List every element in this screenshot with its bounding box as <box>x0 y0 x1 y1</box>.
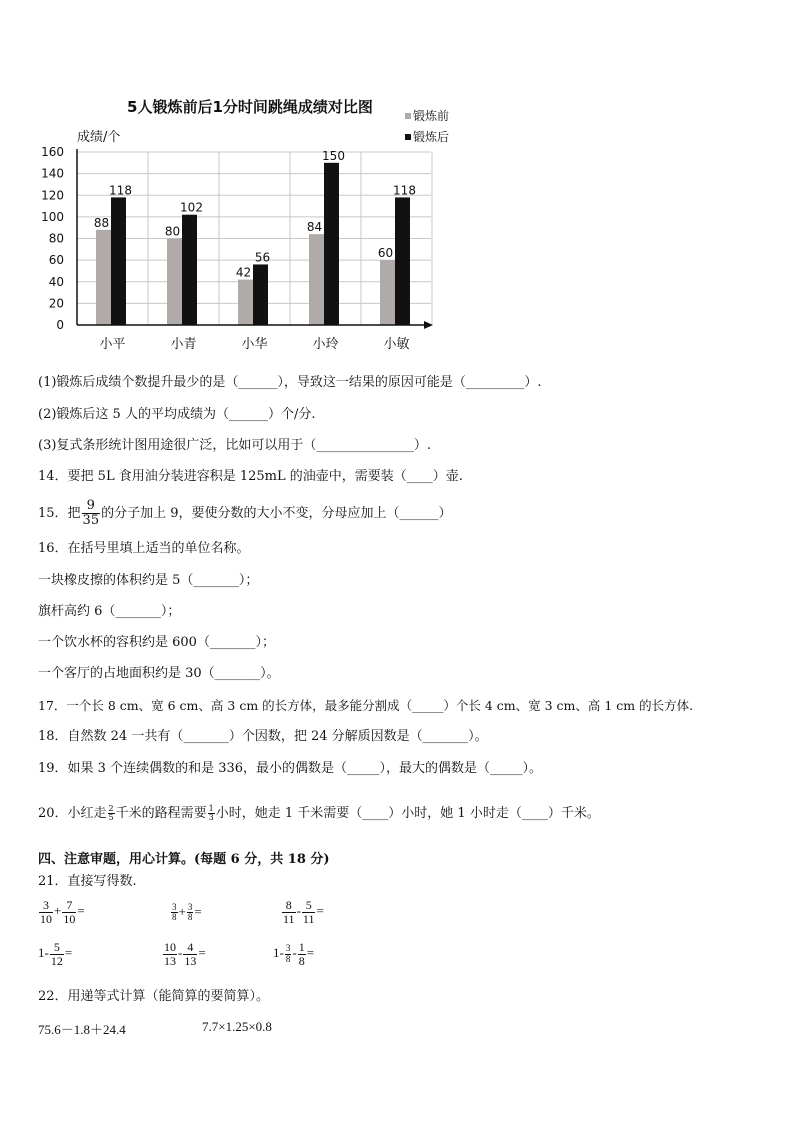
bar-value-label: 60 <box>377 246 394 261</box>
fraction-denominator: 35 <box>82 513 100 528</box>
question-15-suffix: 的分子加上 9，要使分数的大小不变，分母应加上（______） <box>101 506 452 521</box>
fraction-denominator: 10 <box>63 911 76 926</box>
equals-sign: = <box>306 945 315 961</box>
fraction-denominator: 13 <box>184 953 197 968</box>
y-tick-label: 120 <box>41 188 64 203</box>
x-tick-label: 小平 <box>99 337 126 352</box>
legend-label: 锻炼后 <box>413 130 450 144</box>
legend-label: 锻炼前 <box>413 109 450 123</box>
fraction-numerator: 5 <box>302 899 316 913</box>
bar-value-label: 88 <box>93 215 110 230</box>
section-4-title: 四、注意审题，用心计算。(每题 6 分，共 18 分) <box>38 852 330 867</box>
y-tick-label: 20 <box>48 296 64 311</box>
equals-sign: = <box>316 903 324 919</box>
fraction-denominator: 8 <box>285 953 291 964</box>
question-15-prefix: 15．把 <box>38 506 81 521</box>
calc-expression-2 <box>170 903 202 923</box>
question-20-part-a: 20．小红走 <box>38 806 107 821</box>
fraction-denominator: 8 <box>298 953 305 968</box>
bar-value-label: 84 <box>306 220 323 235</box>
question-17: 17．一个长 8 cm、宽 6 cm、高 3 cm 的长方体，最多能分割成（_____）个长 4 cm、宽 3 cm、高 1 cm 的长方体. <box>38 698 694 713</box>
fraction-denominator: 5 <box>108 813 114 822</box>
bar-after <box>324 163 339 325</box>
fraction-numerator: 7 <box>62 899 76 913</box>
y-axis-label: 成绩/个 <box>77 130 121 145</box>
y-tick-label: 60 <box>48 253 64 268</box>
bar-value-label: 42 <box>235 265 252 280</box>
bar-before <box>167 239 182 326</box>
fraction-numerator: 10 <box>164 940 176 954</box>
calc-expression-6 <box>273 941 314 967</box>
bar-value-label: 118 <box>109 183 132 198</box>
bar-after <box>182 215 197 325</box>
fraction-numerator: 3 <box>187 902 193 912</box>
question-22-expression-1: 75.6－1.8＋24.4 <box>38 1022 126 1037</box>
x-tick-label: 小敏 <box>383 337 410 352</box>
question-13-2: (2)锻炼后这 5 人的平均成绩为（______）个/分. <box>38 407 316 422</box>
fraction-denominator: 11 <box>283 911 295 926</box>
bar-value-label: 102 <box>180 200 203 215</box>
fraction-numerator: 8 <box>282 899 296 913</box>
question-13-1: (1)锻炼后成绩个数提升最少的是（______），导致这一结果的原因可能是（_________）. <box>38 375 542 390</box>
question-20-part-c: 小时，她走 1 千米需要（____）小时，她 1 小时走（____）千米。 <box>215 806 600 821</box>
bar-value-label: 118 <box>393 183 416 198</box>
fraction-denominator: 12 <box>50 953 63 968</box>
question-22: 22．用递等式计算（能简算的要简算）。 <box>38 989 270 1004</box>
equals-sign: = <box>194 903 202 919</box>
equals-sign: = <box>77 903 85 919</box>
equals-sign: = <box>64 945 73 961</box>
legend-swatch <box>405 134 411 140</box>
y-tick-label: 40 <box>48 274 64 289</box>
bar-after <box>395 197 410 325</box>
fraction-denominator: 10 <box>40 911 52 926</box>
fraction-2-5 <box>108 805 115 823</box>
fraction-denominator: 8 <box>187 912 193 923</box>
question-20-part-b: 千米的路程需要 <box>115 806 207 821</box>
question-21: 21．直接写得数. <box>38 874 137 889</box>
chart-title: 5人锻炼前后1分时间跳绳成绩对比图 <box>127 98 373 116</box>
question-16-3: 一个饮水杯的容积约是 600（_______）； <box>38 635 275 650</box>
operator: - <box>178 945 183 961</box>
question-16-4: 一个客厅的占地面积约是 30（_______）。 <box>38 666 280 681</box>
bar-before <box>238 280 253 325</box>
bar-before <box>380 260 395 325</box>
question-20 <box>38 797 600 831</box>
question-14: 14．要把 5L 食用油分装进容积是 125mL 的油壶中，需要装（____）壶. <box>38 469 463 484</box>
fraction-numerator: 3 <box>285 943 291 954</box>
calc-expression-1 <box>38 899 85 925</box>
fraction-1-3 <box>208 805 215 823</box>
x-tick-label: 小青 <box>170 337 197 352</box>
operator: - <box>292 945 297 961</box>
fraction-numerator: 1 <box>298 940 305 954</box>
fraction-numerator: 4 <box>183 941 197 955</box>
question-16-1: 一块橡皮擦的体积约是 5（_______）； <box>38 573 259 588</box>
operator: - <box>296 903 301 919</box>
operator: + <box>178 903 186 919</box>
bar-value-label: 56 <box>254 250 271 265</box>
fraction-numerator: 1 <box>208 803 214 813</box>
legend-swatch <box>405 113 411 119</box>
bar-after <box>253 264 268 325</box>
fraction-numerator: 3 <box>172 902 177 912</box>
bar-chart <box>0 0 794 360</box>
fraction-denominator: 3 <box>208 813 214 822</box>
question-16: 16．在括号里填上适当的单位名称。 <box>38 541 250 556</box>
fraction-numerator: 9 <box>82 499 101 514</box>
y-tick-label: 140 <box>41 166 64 181</box>
y-tick-label: 0 <box>56 318 64 332</box>
calc-expression-4 <box>38 941 72 967</box>
fraction-numerator: 5 <box>50 941 64 955</box>
fraction-numerator: 3 <box>39 899 53 913</box>
bar-before <box>309 234 324 325</box>
fraction-9-35 <box>82 499 101 527</box>
bar-value-label: 80 <box>164 224 181 239</box>
fraction-denominator: 8 <box>172 912 177 923</box>
fraction-denominator: 11 <box>302 911 315 926</box>
question-13-3: (3)复式条形统计图用途很广泛，比如可以用于（_______________）. <box>38 438 432 453</box>
question-19: 19．如果 3 个连续偶数的和是 336，最小的偶数是（_____），最大的偶数是（_____）。 <box>38 761 543 776</box>
y-tick-label: 100 <box>41 209 64 224</box>
question-16-2: 旗杆高约 6（_______）； <box>38 604 181 619</box>
calc-expression-5 <box>162 941 206 967</box>
equals-sign: = <box>198 945 206 961</box>
operator: + <box>54 903 62 919</box>
calc-expression-3 <box>281 899 324 925</box>
y-tick-label: 80 <box>48 231 64 246</box>
y-tick-label: 160 <box>41 145 64 159</box>
x-tick-label: 小玲 <box>312 337 339 352</box>
question-15 <box>38 496 452 532</box>
bar-before <box>96 230 111 325</box>
fraction-denominator: 13 <box>164 953 176 968</box>
question-18: 18．自然数 24 一共有（_______）个因数，把 24 分解质因数是（_______）。 <box>38 729 488 744</box>
fraction-numerator: 2 <box>108 803 114 813</box>
bar-after <box>111 197 126 325</box>
question-22-expression-2: 7.7×1.25×0.8 <box>202 1019 272 1034</box>
x-tick-label: 小华 <box>241 337 268 352</box>
bar-value-label: 150 <box>322 148 345 163</box>
prefix: 1- <box>38 945 49 961</box>
prefix: 1- <box>273 945 284 961</box>
